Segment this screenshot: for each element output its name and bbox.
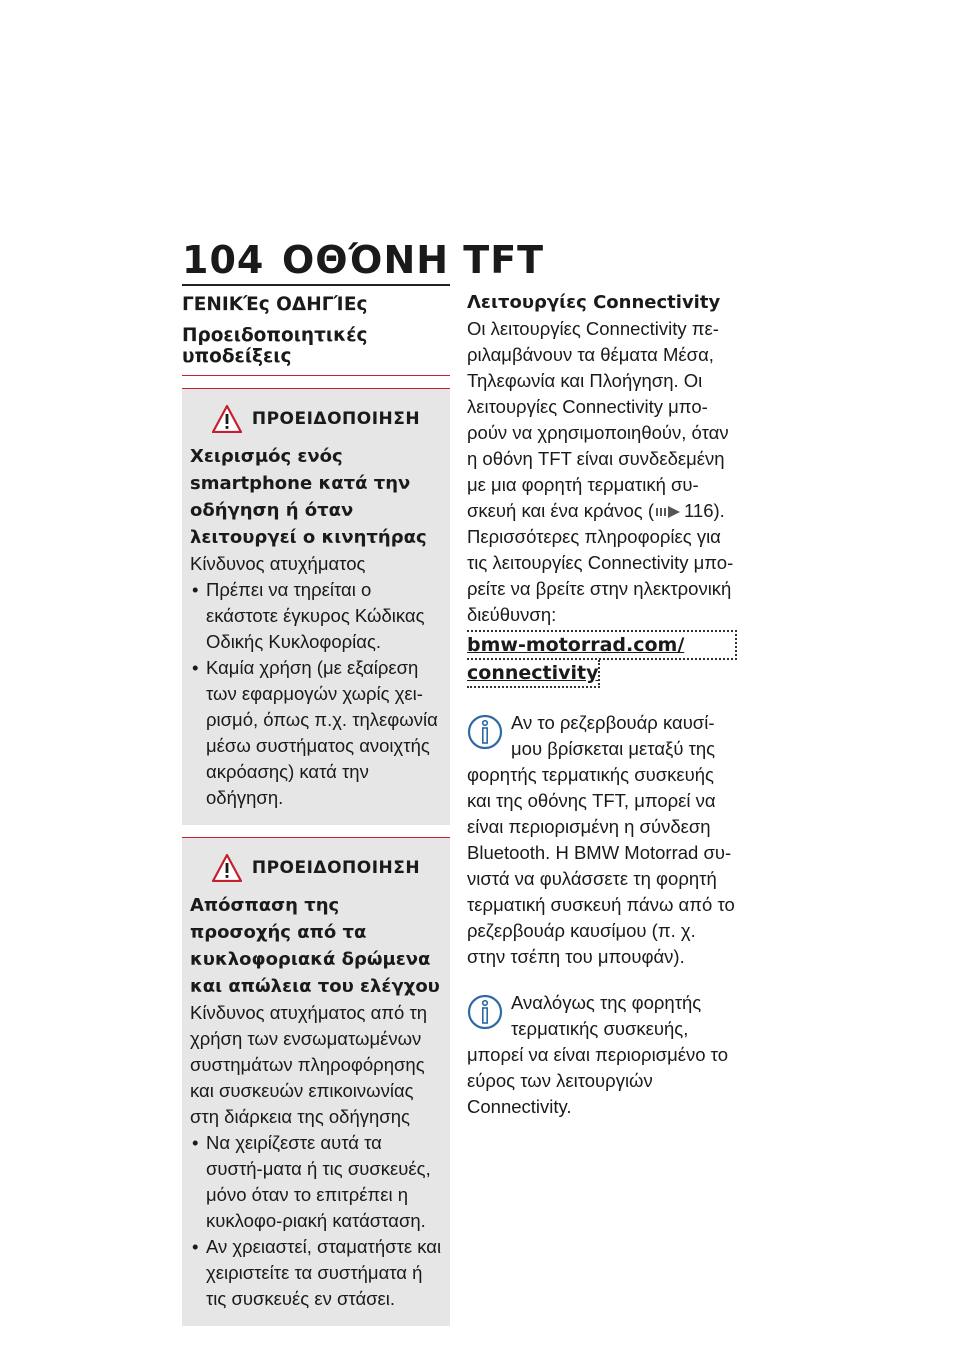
connectivity-title: Λειτουργίες Connectivity xyxy=(467,292,721,313)
section-title: ΓΕΝΙΚΈς ΟΔΗΓΊΕς xyxy=(182,284,450,315)
page-reference-arrow-icon xyxy=(656,505,682,519)
warning-label: ΠΡΟΕΙΔΟΠΟΙΗΣΗ xyxy=(251,858,421,878)
note-text: Αναλόγως της φορητής τερματικής συσκευής, μπορεί να είναι περιορισμένο το εύρος των λειτουργιών Connectivity. xyxy=(467,992,729,1117)
connectivity-link[interactable] xyxy=(467,630,739,688)
warning-text: Κίνδυνος ατυχήματος xyxy=(190,553,366,574)
note-2 xyxy=(467,990,739,1120)
info-icon xyxy=(467,712,503,752)
list-item: • Πρέπει να τηρείται ο εκάστοτε έγκυρος Κώδικας Οδικής Κυκλοφορίας. xyxy=(190,577,442,655)
link-line-1[interactable]: bmw-motorrad.com/ xyxy=(467,630,737,660)
right-column xyxy=(467,290,739,1120)
note-text: Αν το ρεζερβουάρ καυσί-μου βρίσκεται μεταξύ της φορητής τερματικής συσκευής και της οθόνης TFT, μπορεί να είναι περιορισμένη η σύνδεση Bluetooth. Η BMW Motorrad συ-νιστά να φυλάσσετε τη φορητή τερματική συσκευή πάνω από το ρεζερβουάρ καυσίμου (π. χ. στην τσέπη του μπουφάν). xyxy=(467,712,735,967)
info-paragraph: Περισσότερες πληροφορίες για τις λειτουργίες Connectivity μπο-ρείτε να βρείτε στην ηλεκτρονική διεύθυνση: xyxy=(467,526,734,625)
subsection-title: Προειδοποιητικές υποδείξεις xyxy=(182,315,450,376)
warning-icon xyxy=(212,854,242,882)
warning-box-1 xyxy=(182,388,450,825)
warning-bullets xyxy=(190,1130,442,1312)
warning-header xyxy=(190,854,442,882)
warning-text: Κίνδυνος ατυχήματος από τη χρήση των ενσωματωμένων συστημάτων πληροφόρησης και συσκευών επικοινωνίας στη διάρκεια της οδήγησης xyxy=(190,1002,428,1127)
warning-title: Χειρισμός ενός smartphone κατά την οδήγηση ή όταν λειτουργεί ο κινητήρας xyxy=(190,446,427,548)
connectivity-paragraph xyxy=(467,316,739,524)
warning-icon xyxy=(212,405,242,433)
link-line-2[interactable]: connectivity xyxy=(467,660,600,688)
paragraph-text: ). xyxy=(713,500,725,521)
page-reference[interactable]: 116 xyxy=(684,500,714,521)
info-icon xyxy=(467,992,503,1032)
page-header xyxy=(182,238,544,282)
warning-label: ΠΡΟΕΙΔΟΠΟΙΗΣΗ xyxy=(251,409,421,429)
warning-bullets xyxy=(190,577,442,811)
list-item: • Καμία χρήση (με εξαίρεση των εφαρμογών χωρίς χει-ρισμό, όπως π.χ. τηλεφωνία μέσω συστήματος ανοιχτής ακρόασης) κατά την οδήγηση. xyxy=(190,655,442,811)
page-title: ΟΘΌΝΗ TFT xyxy=(282,238,545,282)
warning-header xyxy=(190,405,442,433)
list-item: • Αν χρειαστεί, σταματήστε και χειριστείτε τα συστήματα ή τις συσκευές εν στάσει. xyxy=(190,1234,442,1312)
note-1 xyxy=(467,710,739,970)
warning-title: Απόσπαση της προσοχής από τα κυκλοφοριακά δρώμενα και απώλεια του ελέγχου xyxy=(190,895,440,997)
list-item: • Να χειρίζεστε αυτά τα συστή-ματα ή τις συσκευές, μόνο όταν το επιτρέπει η κυκλοφο-ριακή κατάσταση. xyxy=(190,1130,442,1234)
paragraph-text: Οι λειτουργίες Connectivity πε-ριλαμβάνουν τα θέματα Μέσα, Τηλεφωνία και Πλοήγηση. Οι λειτουργίες Connectivity μπο-ρούν να χρησιμοποιηθούν, όταν η οθόνη TFT είναι συνδεδεμένη με μια φορητή τερματική συ-σκευή και ένα κράνος ( xyxy=(467,318,729,521)
left-column xyxy=(182,284,450,1326)
page-number: 104 xyxy=(182,238,265,282)
warning-box-2 xyxy=(182,837,450,1326)
